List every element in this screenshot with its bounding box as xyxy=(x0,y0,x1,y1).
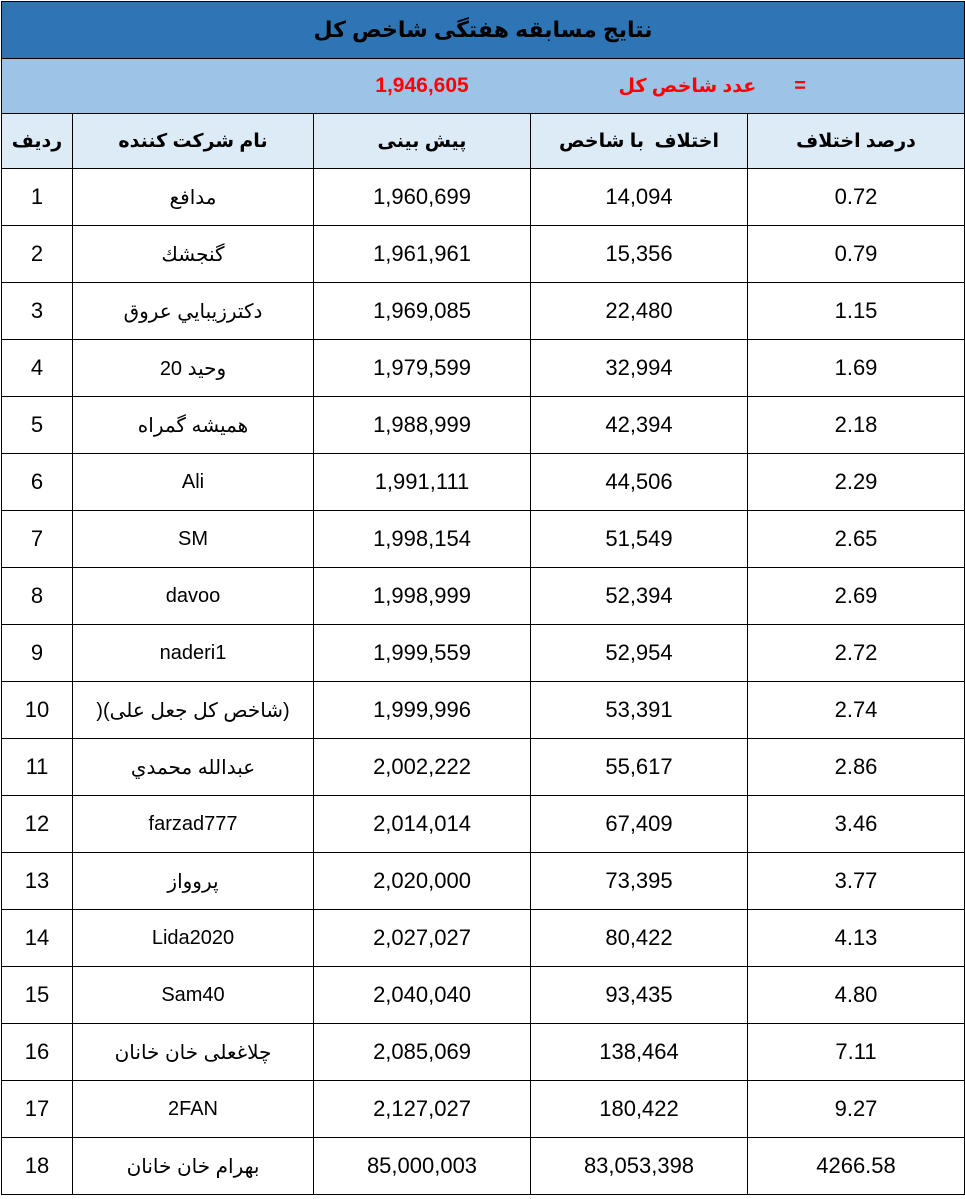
index-spacer-left xyxy=(2,59,73,114)
participant-name-cell: همیشه گمراه xyxy=(73,397,314,454)
prediction-cell: 1,991,111 xyxy=(314,454,531,511)
rank-cell: 4 xyxy=(2,340,73,397)
prediction-cell: 1,979,599 xyxy=(314,340,531,397)
rank-cell: 14 xyxy=(2,910,73,967)
difference-cell: 32,994 xyxy=(531,340,748,397)
participant-name-cell: farzad777 xyxy=(73,796,314,853)
percent-cell: 0.79 xyxy=(748,226,965,283)
participant-name-cell: Ali xyxy=(73,454,314,511)
table-row xyxy=(2,454,965,511)
percent-cell: 2.86 xyxy=(748,739,965,796)
participant-name-cell: 2FAN xyxy=(73,1081,314,1138)
prediction-cell: 1,969,085 xyxy=(314,283,531,340)
difference-cell: 52,954 xyxy=(531,625,748,682)
difference-cell: 53,391 xyxy=(531,682,748,739)
column-header-name: نام شرکت کننده xyxy=(73,114,314,169)
participant-name-cell: چلاغعلی خان خانان xyxy=(73,1024,314,1081)
table-row xyxy=(2,340,965,397)
rank-cell: 5 xyxy=(2,397,73,454)
percent-cell: 4266.58 xyxy=(748,1138,965,1195)
difference-cell: 44,506 xyxy=(531,454,748,511)
difference-cell: 15,356 xyxy=(531,226,748,283)
column-header-rank: ردیف xyxy=(2,114,73,169)
results-table xyxy=(1,1,965,1195)
prediction-cell: 1,999,996 xyxy=(314,682,531,739)
table-row xyxy=(2,796,965,853)
table-row xyxy=(2,967,965,1024)
participant-name-cell: SM xyxy=(73,511,314,568)
column-header-row xyxy=(2,114,965,169)
column-header-percent: درصد اختلاف xyxy=(748,114,965,169)
table-row xyxy=(2,511,965,568)
table-row xyxy=(2,625,965,682)
rank-cell: 1 xyxy=(2,169,73,226)
percent-cell: 2.72 xyxy=(748,625,965,682)
prediction-cell: 2,020,000 xyxy=(314,853,531,910)
prediction-cell: 1,998,999 xyxy=(314,568,531,625)
prediction-cell: 1,999,559 xyxy=(314,625,531,682)
table-row xyxy=(2,682,965,739)
title-row xyxy=(2,2,965,59)
difference-cell: 67,409 xyxy=(531,796,748,853)
rank-cell: 9 xyxy=(2,625,73,682)
prediction-cell: 2,040,040 xyxy=(314,967,531,1024)
prediction-cell: 2,002,222 xyxy=(314,739,531,796)
percent-cell: 4.80 xyxy=(748,967,965,1024)
difference-cell: 73,395 xyxy=(531,853,748,910)
prediction-cell: 1,960,699 xyxy=(314,169,531,226)
index-value xyxy=(314,59,531,114)
rank-cell: 3 xyxy=(2,283,73,340)
column-header-difference: اختلاف با شاخص xyxy=(531,114,748,169)
rank-cell: 17 xyxy=(2,1081,73,1138)
rank-cell: 18 xyxy=(2,1138,73,1195)
index-label: عدد شاخص کل xyxy=(618,75,757,97)
index-value-text: 1,946,605 xyxy=(375,74,469,97)
table-title: نتایج مسابقه هفتگی شاخص کل xyxy=(2,2,965,59)
percent-cell: 2.18 xyxy=(748,397,965,454)
index-spacer-mid xyxy=(73,59,314,114)
difference-cell: 42,394 xyxy=(531,397,748,454)
table-row xyxy=(2,397,965,454)
rank-cell: 11 xyxy=(2,739,73,796)
rank-cell: 13 xyxy=(2,853,73,910)
table-row xyxy=(2,853,965,910)
prediction-cell: 85,000,003 xyxy=(314,1138,531,1195)
participant-name-cell: naderi1 xyxy=(73,625,314,682)
difference-cell: 138,464 xyxy=(531,1024,748,1081)
participant-name-cell: پروواز xyxy=(73,853,314,910)
percent-cell: 9.27 xyxy=(748,1081,965,1138)
prediction-cell: 2,014,014 xyxy=(314,796,531,853)
difference-cell: 55,617 xyxy=(531,739,748,796)
percent-cell: 7.11 xyxy=(748,1024,965,1081)
participant-name-cell: مدافع xyxy=(73,169,314,226)
difference-cell: 14,094 xyxy=(531,169,748,226)
rank-cell: 2 xyxy=(2,226,73,283)
participant-name-cell: davoo xyxy=(73,568,314,625)
rank-cell: 7 xyxy=(2,511,73,568)
difference-cell: 22,480 xyxy=(531,283,748,340)
percent-cell: 3.46 xyxy=(748,796,965,853)
rank-cell: 16 xyxy=(2,1024,73,1081)
participant-name-cell: دكترزيبايي عروق xyxy=(73,283,314,340)
participant-name-cell: بهرام خان خانان xyxy=(73,1138,314,1195)
difference-cell: 51,549 xyxy=(531,511,748,568)
percent-cell: 1.15 xyxy=(748,283,965,340)
prediction-cell: 2,127,027 xyxy=(314,1081,531,1138)
table-row xyxy=(2,169,965,226)
table-row xyxy=(2,1024,965,1081)
percent-cell: 4.13 xyxy=(748,910,965,967)
prediction-cell: 1,998,154 xyxy=(314,511,531,568)
table-row xyxy=(2,283,965,340)
rank-cell: 6 xyxy=(2,454,73,511)
difference-cell: 93,435 xyxy=(531,967,748,1024)
difference-cell: 80,422 xyxy=(531,910,748,967)
prediction-cell: 2,085,069 xyxy=(314,1024,531,1081)
table-row xyxy=(2,226,965,283)
table-row xyxy=(2,568,965,625)
index-row xyxy=(2,59,965,114)
percent-cell: 2.69 xyxy=(748,568,965,625)
prediction-cell: 2,027,027 xyxy=(314,910,531,967)
table-row xyxy=(2,1138,965,1195)
rank-cell: 15 xyxy=(2,967,73,1024)
table-row xyxy=(2,910,965,967)
index-label-cell xyxy=(531,59,965,114)
column-header-prediction: پیش بینی xyxy=(314,114,531,169)
participant-name-cell: Sam40 xyxy=(73,967,314,1024)
prediction-cell: 1,961,961 xyxy=(314,226,531,283)
participant-name-cell: عبدالله محمدي xyxy=(73,739,314,796)
percent-cell: 0.72 xyxy=(748,169,965,226)
percent-cell: 1.69 xyxy=(748,340,965,397)
participant-name-cell: (شاخص کل جعل علی)( xyxy=(73,682,314,739)
difference-cell: 180,422 xyxy=(531,1081,748,1138)
difference-cell: 83,053,398 xyxy=(531,1138,748,1195)
participant-name-cell: گنجشك xyxy=(73,226,314,283)
difference-cell: 52,394 xyxy=(531,568,748,625)
rank-cell: 12 xyxy=(2,796,73,853)
table-row xyxy=(2,739,965,796)
participant-name-cell: وحید 20 xyxy=(73,340,314,397)
percent-cell: 2.29 xyxy=(748,454,965,511)
table-row xyxy=(2,1081,965,1138)
participant-name-cell: Lida2020 xyxy=(73,910,314,967)
rank-cell: 10 xyxy=(2,682,73,739)
prediction-cell: 1,988,999 xyxy=(314,397,531,454)
percent-cell: 3.77 xyxy=(748,853,965,910)
rank-cell: 8 xyxy=(2,568,73,625)
index-equals: = xyxy=(794,74,806,97)
percent-cell: 2.74 xyxy=(748,682,965,739)
percent-cell: 2.65 xyxy=(748,511,965,568)
